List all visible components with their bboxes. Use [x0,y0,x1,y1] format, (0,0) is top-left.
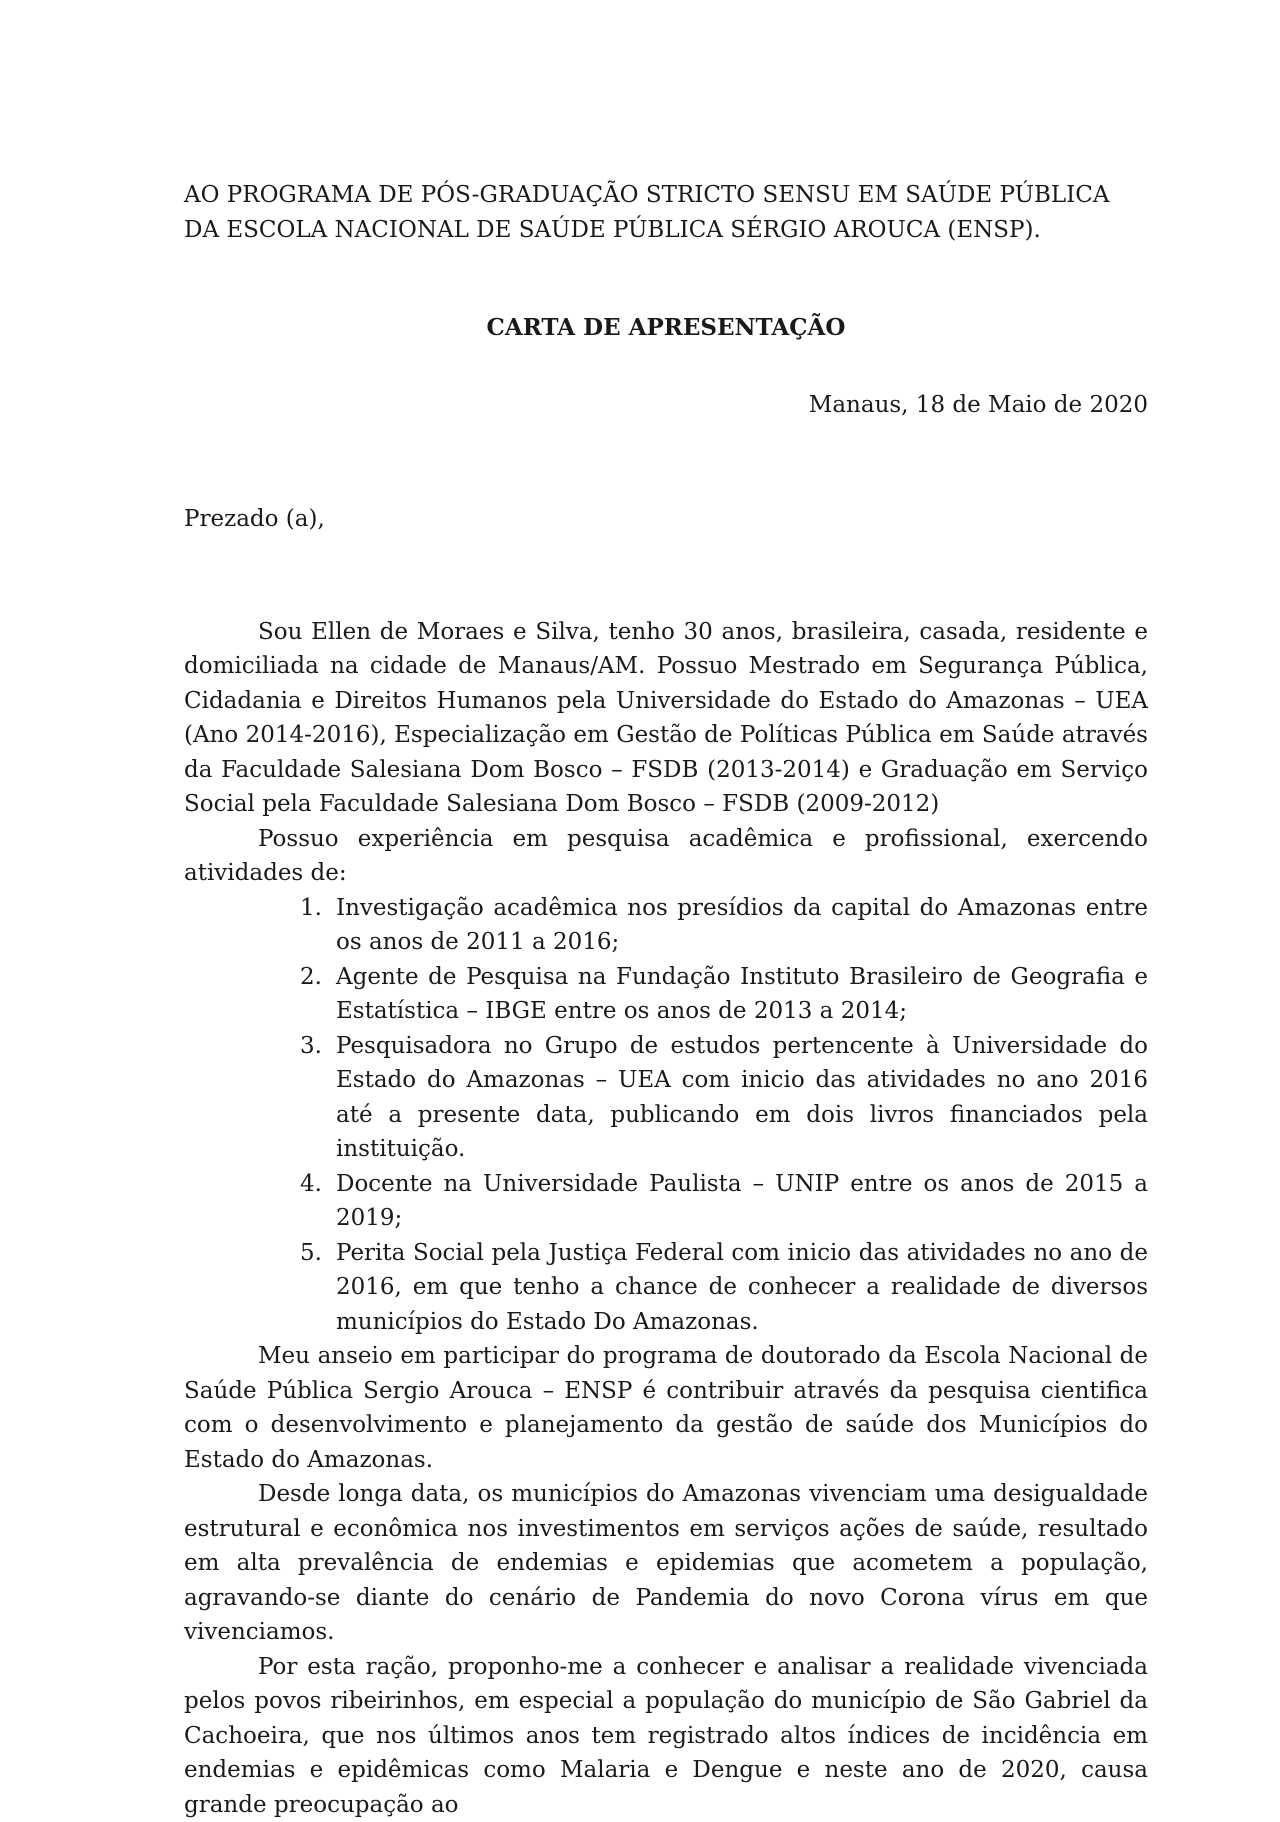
list-item-text: Perita Social pela Justiça Federal com inicio das atividades no ano de 2016, em que tenho a chance de conhecer a realidade de diversos municípios do Estado Do Amazonas. [336,1240,1148,1335]
paragraph-proposal: Por esta ração, proponho-me a conhecer e analisar a realidade vivenciada pelos povos ribeirinhos, em especial a população do município de São Gabriel da Cachoeira, que nos últimos anos tem registrado altos índices de incidência em endemias e epidêmicas como Malaria e Dengue e neste ano de 2020, causa grande preocupação ao [184,1650,1148,1822]
list-item [336,1167,1148,1236]
list-item-text: Investigação acadêmica nos presídios da capital do Amazonas entre os anos de 2011 a 2016; [336,895,1148,956]
paragraph-motivation: Meu anseio em participar do programa de doutorado da Escola Nacional de Saúde Pública Sergio Arouca – ENSP é contribuir através da pesquisa cientifica com o desenvolvimento e planejamento da gestão de saúde dos Municípios do Estado do Amazonas. [184,1339,1148,1477]
letter-title: CARTA DE APRESENTAÇÃO [184,311,1148,346]
list-item-text: Agente de Pesquisa na Fundação Instituto Brasileiro de Geografia e Estatística – IBGE entre os anos de 2013 a 2014; [336,964,1148,1025]
list-item-number: 5. [300,1236,322,1271]
list-item [336,1236,1148,1340]
list-item-text: Docente na Universidade Paulista – UNIP entre os anos de 2015 a 2019; [336,1171,1148,1232]
list-item-number: 3. [300,1029,322,1064]
greeting: Prezado (a), [184,502,1148,537]
list-item [336,1029,1148,1167]
list-item [336,960,1148,1029]
paragraph-intro: Sou Ellen de Moraes e Silva, tenho 30 anos, brasileira, casada, residente e domiciliada na cidade de Manaus/AM. Possuo Mestrado em Segurança Pública, Cidadania e Direitos Humanos pela Universidade do Estado do Amazonas – UEA (Ano 2014-2016), Especialização em Gestão de Políticas Pública em Saúde através da Faculdade Salesiana Dom Bosco – FSDB (2013-2014) e Graduação em Serviço Social pela Faculdade Salesiana Dom Bosco – FSDB (2009-2012) [184,615,1148,822]
list-item-number: 4. [300,1167,322,1202]
letter-date: Manaus, 18 de Maio de 2020 [184,388,1148,423]
experience-list [184,891,1148,1340]
list-item-text: Pesquisadora no Grupo de estudos pertencente à Universidade do Estado do Amazonas – UEA com inicio das atividades no ano 2016 até a presente data, publicando em dois livros financiados pela instituição. [336,1033,1148,1163]
list-item-number: 2. [300,960,322,995]
list-item [336,891,1148,960]
list-item-number: 1. [300,891,322,926]
paragraph-experience-lead: Possuo experiência em pesquisa acadêmica e profissional, exercendo atividades de: [184,822,1148,891]
paragraph-context: Desde longa data, os municípios do Amazonas vivenciam uma desigualdade estrutural e econômica nos investimentos em serviços ações de saúde, resultado em alta prevalência de endemias e epidemias que acometem a população, agravando-se diante do cenário de Pandemia do novo Corona vírus em que vivenciamos. [184,1477,1148,1650]
addressee-header: AO PROGRAMA DE PÓS-GRADUAÇÃO STRICTO SENSU EM SAÚDE PÚBLICA DA ESCOLA NACIONAL DE SAÚDE PÚBLICA SÉRGIO AROUCA (ENSP). [184,178,1148,247]
